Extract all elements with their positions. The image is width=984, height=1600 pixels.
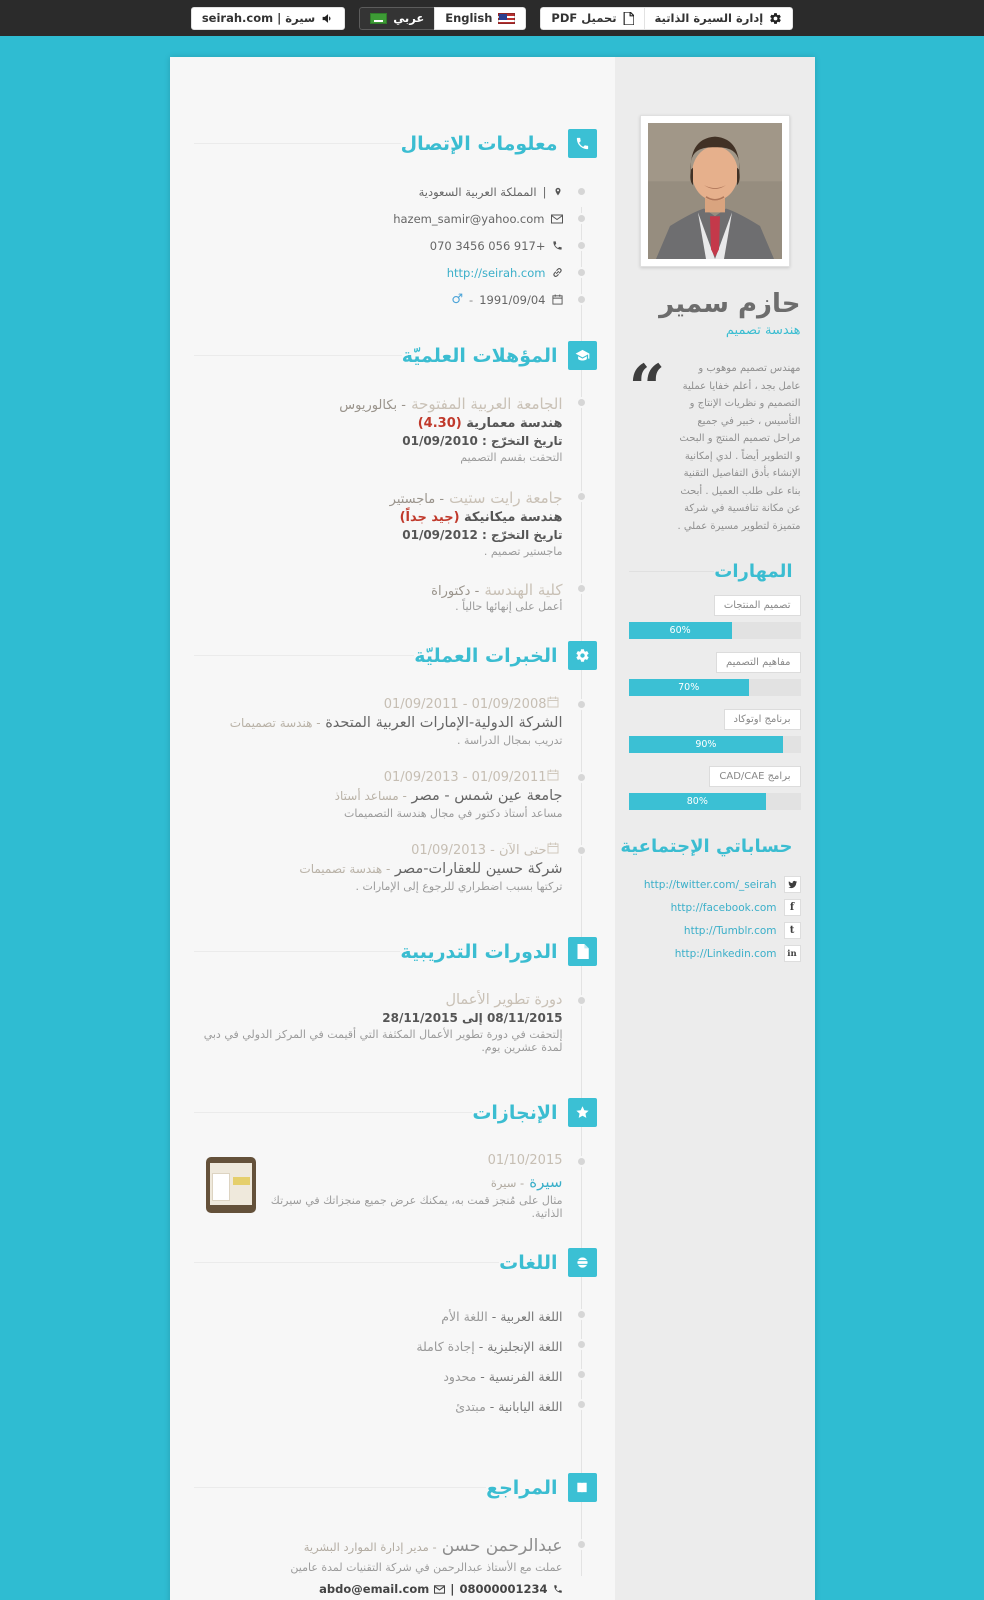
skill-item — [629, 709, 801, 753]
social-section-header — [620, 836, 801, 857]
lang-arabic-label: عربي — [393, 11, 425, 25]
twitter-icon[interactable] — [784, 876, 801, 893]
language-level: محدود — [443, 1369, 477, 1384]
organization: الشركة الدولية-الإمارات العربية المتحدة — [325, 715, 563, 731]
phone-text: 070 3456 056 917+ — [429, 238, 546, 253]
skill-item — [629, 766, 801, 810]
experience-entry — [200, 769, 563, 820]
divider — [629, 571, 715, 572]
skill-bar-fill: 60% — [629, 622, 732, 639]
course-title: دورة تطوير الأعمال — [445, 992, 563, 1008]
experience-section-header — [194, 641, 597, 670]
achievements-section-title: الإنجازات — [472, 1101, 558, 1124]
achievement-title-link[interactable]: سيرة — [529, 1173, 563, 1191]
skill-item — [629, 595, 801, 639]
twitter-link[interactable]: http://twitter.com/_seirah — [643, 878, 777, 891]
book-icon — [568, 1473, 597, 1502]
education-section-title: المؤهلات العلميّة — [401, 344, 558, 367]
timeline-dot — [578, 242, 585, 249]
language-name: اللغة العربية — [500, 1309, 563, 1324]
experience-note: تركتها بسبب اضطراري للرجوع إلى الإمارات . — [355, 880, 563, 893]
courses-section-title: الدورات التدريبية — [400, 940, 558, 963]
experience-note: مساعد أستاذ دكتور في مجال هندسة التصميمات — [344, 807, 563, 820]
timeline-dot — [578, 1401, 585, 1408]
gear-icon — [568, 641, 597, 670]
divider — [194, 1487, 487, 1488]
skill-bar-fill: 90% — [629, 736, 784, 753]
dash-separator: - — [469, 292, 474, 307]
education-note: أعمل على إنهائها حالياً . — [455, 600, 563, 613]
timeline-dot — [578, 774, 585, 781]
phone-icon — [568, 129, 597, 158]
education-entry — [200, 488, 563, 558]
social-row — [629, 942, 801, 965]
megaphone-icon — [321, 12, 334, 25]
website-link[interactable]: http://seirah.com — [446, 265, 546, 280]
timeline-dot — [578, 1541, 585, 1548]
skill-bar-fill: 80% — [629, 793, 767, 810]
reference-entry — [200, 1536, 563, 1596]
language-name: اللغة الفرنسية — [488, 1369, 563, 1384]
school-name: كلية الهندسة — [484, 581, 563, 599]
course-dates: 08/11/2015 إلى 28/11/2015 — [382, 1011, 563, 1025]
envelope-icon — [434, 1585, 445, 1594]
pipe-separator: | — [542, 184, 547, 199]
achievement-subtitle: سيرة — [490, 1176, 517, 1190]
brand-label: seirah.com | سيرة — [201, 11, 316, 25]
degree: - بكالوريوس — [339, 398, 406, 413]
contact-location-row — [200, 178, 563, 205]
saudi-flag-icon — [370, 13, 387, 24]
degree: - دكتوراة — [431, 584, 480, 599]
language-row — [200, 1309, 563, 1339]
timeline-dot — [578, 1311, 585, 1318]
language-switcher — [359, 7, 526, 30]
language-row — [200, 1369, 563, 1399]
contact-section-title: معلومات الإتصال — [400, 132, 558, 155]
timeline-dot — [578, 296, 585, 303]
gear-icon — [769, 12, 782, 25]
social-row — [629, 896, 801, 919]
pdf-file-icon — [623, 12, 634, 25]
topbar — [0, 0, 984, 36]
skill-bar — [629, 622, 801, 639]
dash-separator: - — [480, 1369, 485, 1384]
dash-separator: - — [491, 1309, 497, 1324]
manage-cv-label: إدارة السيرة الذاتية — [654, 11, 764, 25]
document-icon — [568, 937, 597, 966]
timeline-dot — [578, 215, 585, 222]
lang-english-label: English — [445, 11, 493, 25]
courses-section-header — [194, 937, 597, 966]
language-level: مبتدئ — [455, 1399, 486, 1414]
experience-dates: 01/09/2013 - 01/09/2011 — [383, 770, 547, 785]
link-icon — [552, 267, 563, 278]
achievement-note: مثال على مُنجز قمت به، يمكنك عرض جميع منجزاتك في سيرتك الذاتية. — [270, 1194, 563, 1220]
achievements-section-header — [194, 1098, 597, 1127]
us-flag-icon — [498, 13, 515, 24]
graduation-date: تاريخ التخرّج : 01/09/2010 — [402, 434, 563, 448]
grade: (4.30) — [417, 416, 462, 431]
school-name: الجامعة العربية المفتوحة — [411, 395, 563, 413]
calendar-icon — [552, 294, 563, 305]
divider — [194, 1262, 500, 1263]
contact-email-row — [200, 205, 563, 232]
language-level: اللغة الأم — [441, 1309, 488, 1324]
experience-note: تدريب بمجال الدراسة . — [456, 734, 563, 747]
location-text: المملكة العربية السعودية — [418, 184, 537, 199]
languages-section-header — [194, 1248, 597, 1277]
timeline-dot — [578, 1371, 585, 1378]
lang-english-button[interactable] — [434, 7, 526, 30]
contact-website-row — [200, 259, 563, 286]
timeline-dot — [578, 188, 585, 195]
language-level: إجادة كاملة — [416, 1339, 475, 1354]
thumbnail-preview — [210, 1163, 252, 1205]
brand-button[interactable] — [191, 7, 345, 30]
experience-entry — [200, 842, 563, 893]
divider — [194, 1112, 473, 1113]
tumblr-icon[interactable]: t — [784, 922, 801, 939]
linkedin-icon[interactable]: in — [784, 945, 801, 962]
dash-separator: - — [478, 1339, 484, 1354]
social-row — [629, 873, 801, 896]
reference-phone: 08000001234 — [459, 1582, 548, 1596]
profile-name: حازم سمير — [659, 289, 801, 319]
skill-label: تصميم المنتجات — [714, 595, 801, 616]
role: - مساعد أستاذ — [334, 789, 407, 803]
quote-icon: “ — [628, 351, 666, 426]
organization: جامعة عين شمس - مصر — [411, 788, 563, 804]
reference-role: - مدير إدارة الموارد البشرية — [303, 1540, 437, 1554]
achievement-thumbnail[interactable] — [206, 1157, 256, 1213]
birth-date-text: 1991/09/04 — [479, 292, 546, 307]
experience-section-title: الخبرات العمليّة — [414, 644, 558, 667]
skill-bar — [629, 793, 801, 810]
envelope-icon — [551, 214, 563, 224]
references-section-title: المراجع — [486, 1476, 558, 1499]
timeline-dot — [578, 399, 585, 406]
star-icon — [568, 1098, 597, 1127]
organization: شركة حسين للعقارات-مصر — [394, 861, 563, 877]
divider — [194, 655, 415, 656]
education-note: التحقت بقسم التصميم — [460, 451, 563, 464]
achievement-entry — [200, 1153, 563, 1220]
achievement-date: 01/10/2015 — [487, 1153, 563, 1168]
about-text: مهندس تصميم موهوب و عامل بجد ، أعلم خفايا عملية التصميم و نظريات الإنتاج و التأسيس ، خبير في جميع مراحل تصميم المنتج و البحث و التطوير أيضاً . لدي إمكانية الإنشاء بأدق التفاصيل التقنية بناء على طلب العميل . أبحث عن مكانة تنافسية في شركة متميزة لتطوير مسيرة عملي . — [677, 363, 801, 532]
male-gender-icon: ♂ — [451, 292, 464, 307]
experience-dates: 01/09/2011 - 01/09/2008 — [383, 697, 547, 712]
skill-bar-fill: 70% — [629, 679, 749, 696]
divider — [194, 143, 401, 144]
facebook-icon[interactable]: f — [784, 899, 801, 916]
reference-email[interactable]: abdo@email.com — [319, 1582, 430, 1596]
calendar-icon — [547, 843, 559, 858]
contact-section-header — [194, 129, 597, 158]
role: - هندسة تصميمات — [299, 862, 391, 876]
reference-name: عبدالرحمن حسن — [441, 1536, 563, 1556]
timeline-dot — [578, 1158, 585, 1165]
about-block — [628, 351, 801, 535]
download-pdf-label: تحميل PDF — [551, 11, 617, 25]
timeline-dot — [578, 585, 585, 592]
social-row — [629, 919, 801, 942]
skill-label: مفاهيم التصميم — [716, 652, 801, 673]
calendar-icon — [547, 770, 559, 785]
divider — [194, 355, 402, 356]
language-row — [200, 1339, 563, 1369]
course-note: إلتحقت في دورة تطوير الأعمال المكثفة التي أقيمت في المركز الدولي في دبي لمدة عشرين يوم. — [203, 1028, 563, 1054]
skill-label: برامج CAD/CAE — [709, 766, 800, 787]
download-pdf-button[interactable] — [540, 7, 643, 30]
language-name: اللغة اليابانية — [498, 1399, 563, 1414]
major: هندسة ميكانيكة — [464, 510, 563, 525]
reference-note: عملت مع الأستاذ عبدالرحمن في شركة التقنيات لمدة عامين — [290, 1561, 563, 1574]
degree: - ماجستير — [389, 492, 445, 507]
dash-separator: - — [520, 1176, 525, 1190]
main-column — [170, 57, 615, 1600]
skills-section-header — [629, 561, 801, 582]
lang-arabic-button[interactable] — [359, 7, 434, 30]
experience-entry — [200, 696, 563, 747]
languages-section-title: اللغات — [499, 1251, 558, 1274]
social-heading: حساباتي الإجتماعية — [620, 836, 793, 857]
skill-item — [629, 652, 801, 696]
timeline-dot — [578, 847, 585, 854]
pipe-separator: | — [450, 1582, 455, 1596]
calendar-icon — [547, 697, 559, 712]
actions-group — [540, 7, 793, 30]
skills-heading: المهارات — [714, 561, 793, 582]
education-entry — [200, 394, 563, 464]
manage-cv-button[interactable] — [644, 7, 794, 30]
timeline-dot — [578, 701, 585, 708]
facebook-link[interactable]: http://facebook.com — [670, 901, 777, 914]
timeline-dot — [578, 997, 585, 1004]
contact-phone-row — [200, 232, 563, 259]
skill-label: برنامج اوتوكاد — [724, 709, 801, 730]
skill-bar — [629, 736, 801, 753]
major: هندسة معمارية — [466, 416, 563, 431]
timeline-dot — [578, 269, 585, 276]
education-note: ماجستير تصميم . — [483, 545, 563, 558]
graduation-cap-icon — [568, 341, 597, 370]
timeline-dot — [578, 493, 585, 500]
dash-separator: - — [489, 1399, 495, 1414]
education-entry — [200, 580, 563, 613]
profile-job-title: هندسة تصميم — [725, 323, 801, 338]
linkedin-link[interactable]: http://Linkedin.com — [674, 947, 777, 960]
language-name: اللغة الإنجليزية — [487, 1339, 563, 1354]
globe-icon — [568, 1248, 597, 1277]
reference-contact-row — [200, 1582, 563, 1596]
cv-page — [170, 57, 815, 1600]
portrait-image — [648, 123, 782, 259]
skill-bar — [629, 679, 801, 696]
references-section-header — [194, 1473, 597, 1502]
location-pin-icon — [553, 186, 563, 198]
contact-birth-row — [200, 286, 563, 313]
timeline-dot — [578, 1341, 585, 1348]
role: - هندسة تصميمات — [229, 716, 321, 730]
experience-dates: حتى الآن - 01/09/2013 — [411, 843, 547, 858]
email-text[interactable]: hazem_samir@yahoo.com — [393, 211, 545, 226]
divider — [194, 951, 401, 952]
tumblr-link[interactable]: http://Tumblr.com — [683, 924, 777, 937]
course-entry — [200, 992, 563, 1054]
grade: (جيد جداً) — [399, 510, 460, 525]
phone-small-icon — [553, 1584, 563, 1594]
graduation-date: تاريخ التخرّج : 01/09/2012 — [402, 528, 563, 542]
school-name: جامعة رايت ستيت — [449, 489, 563, 507]
sidebar — [615, 57, 815, 1600]
profile-photo — [640, 115, 790, 267]
phone-small-icon — [552, 240, 563, 251]
education-section-header — [194, 341, 597, 370]
language-row — [200, 1399, 563, 1429]
